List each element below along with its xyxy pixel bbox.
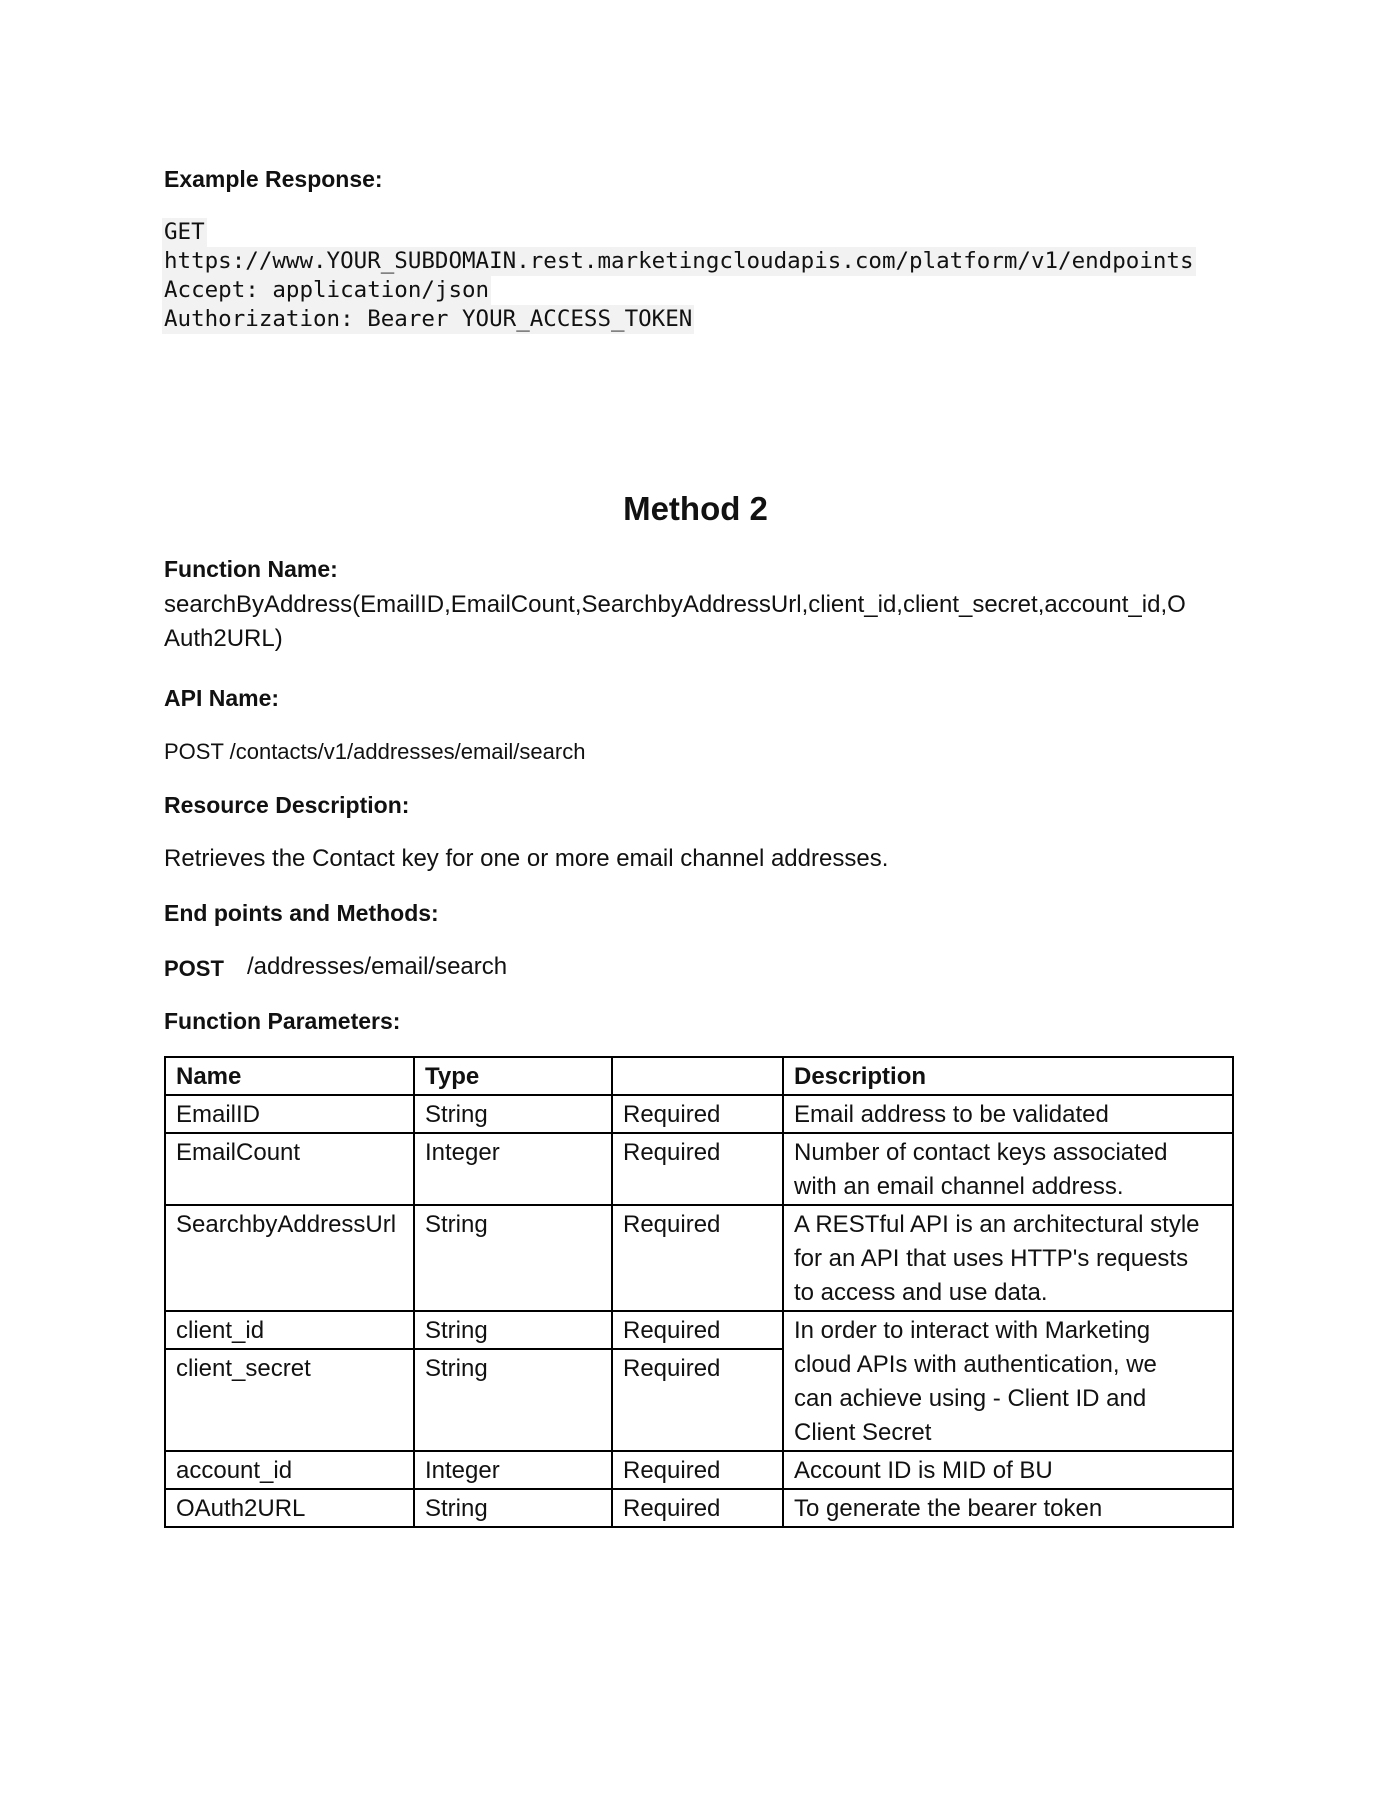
param-type: String — [414, 1349, 612, 1451]
description-line: A RESTful API is an architectural style — [794, 1211, 1200, 1238]
param-type: String — [414, 1095, 612, 1133]
method-title: Method 2 — [623, 490, 768, 527]
param-required: Required — [612, 1133, 783, 1205]
param-name: account_id — [165, 1451, 414, 1489]
description-line: In order to interact with Marketing — [794, 1317, 1151, 1344]
param-name: EmailID — [165, 1095, 414, 1133]
param-type: Integer — [414, 1133, 612, 1205]
description-line: Email address to be validated — [794, 1101, 1109, 1128]
function-name-label: Function Name: — [164, 556, 338, 582]
description-line: for an API that uses HTTP's requests — [794, 1245, 1189, 1272]
param-type: Integer — [414, 1451, 612, 1489]
header-required — [612, 1057, 783, 1095]
example-response-heading: Example Response: — [164, 166, 383, 192]
param-description-shared — [783, 1311, 1233, 1451]
description-line: Number of contact keys associated — [794, 1139, 1168, 1166]
description-line: Client Secret — [794, 1419, 932, 1446]
code-line: GET — [164, 219, 205, 245]
param-required: Required — [612, 1349, 783, 1451]
param-description — [783, 1095, 1233, 1133]
api-name-value: POST /contacts/v1/addresses/email/search — [164, 739, 586, 764]
param-name: SearchbyAddressUrl — [165, 1205, 414, 1311]
table-row — [165, 1133, 1233, 1205]
function-parameters-label: Function Parameters: — [164, 1008, 401, 1034]
endpoint-path: /addresses/email/search — [247, 953, 508, 980]
endpoint-method: POST — [164, 956, 224, 981]
param-description — [783, 1205, 1233, 1311]
code-line: Authorization: Bearer YOUR_ACCESS_TOKEN — [164, 306, 693, 332]
param-required: Required — [612, 1095, 783, 1133]
param-description — [783, 1451, 1233, 1489]
code-line: https://www.YOUR_SUBDOMAIN.rest.marketingcloudapis.com/platform/v1/endpoints — [164, 248, 1194, 274]
description-line: cloud APIs with authentication, we — [794, 1351, 1157, 1378]
description-line: with an email channel address. — [794, 1173, 1124, 1200]
table-row — [165, 1205, 1233, 1311]
endpoints-label: End points and Methods: — [164, 900, 439, 926]
param-required: Required — [612, 1451, 783, 1489]
header-type: Type — [414, 1057, 612, 1095]
param-name: client_secret — [165, 1349, 414, 1451]
param-type: String — [414, 1205, 612, 1311]
param-required: Required — [612, 1205, 783, 1311]
table-row — [165, 1095, 1233, 1133]
description-line: To generate the bearer token — [794, 1495, 1103, 1522]
param-description — [783, 1489, 1233, 1527]
param-type: String — [414, 1311, 612, 1349]
param-name: EmailCount — [165, 1133, 414, 1205]
resource-description-value: Retrieves the Contact key for one or more email channel addresses. — [164, 845, 889, 872]
function-name-line-2: Auth2URL) — [164, 625, 283, 652]
param-type: String — [414, 1489, 612, 1527]
header-description: Description — [783, 1057, 1233, 1095]
param-required: Required — [612, 1311, 783, 1349]
param-name: OAuth2URL — [165, 1489, 414, 1527]
parameters-table — [164, 1056, 1234, 1528]
table-row — [165, 1451, 1233, 1489]
description-line: to access and use data. — [794, 1279, 1048, 1306]
param-required: Required — [612, 1489, 783, 1527]
resource-description-label: Resource Description: — [164, 792, 410, 818]
description-line: Account ID is MID of BU — [794, 1457, 1053, 1484]
table-header-row — [165, 1057, 1233, 1095]
table-row — [165, 1489, 1233, 1527]
description-line: can achieve using - Client ID and — [794, 1385, 1147, 1412]
code-line: Accept: application/json — [164, 277, 490, 303]
header-name: Name — [165, 1057, 414, 1095]
table-row — [165, 1311, 1233, 1349]
function-name-line-1: searchByAddress(EmailID,EmailCount,SearchbyAddressUrl,client_id,client_secret,account_id,O — [164, 591, 1186, 618]
param-description — [783, 1133, 1233, 1205]
api-name-label: API Name: — [164, 685, 280, 711]
param-name: client_id — [165, 1311, 414, 1349]
code-block — [162, 218, 1196, 334]
